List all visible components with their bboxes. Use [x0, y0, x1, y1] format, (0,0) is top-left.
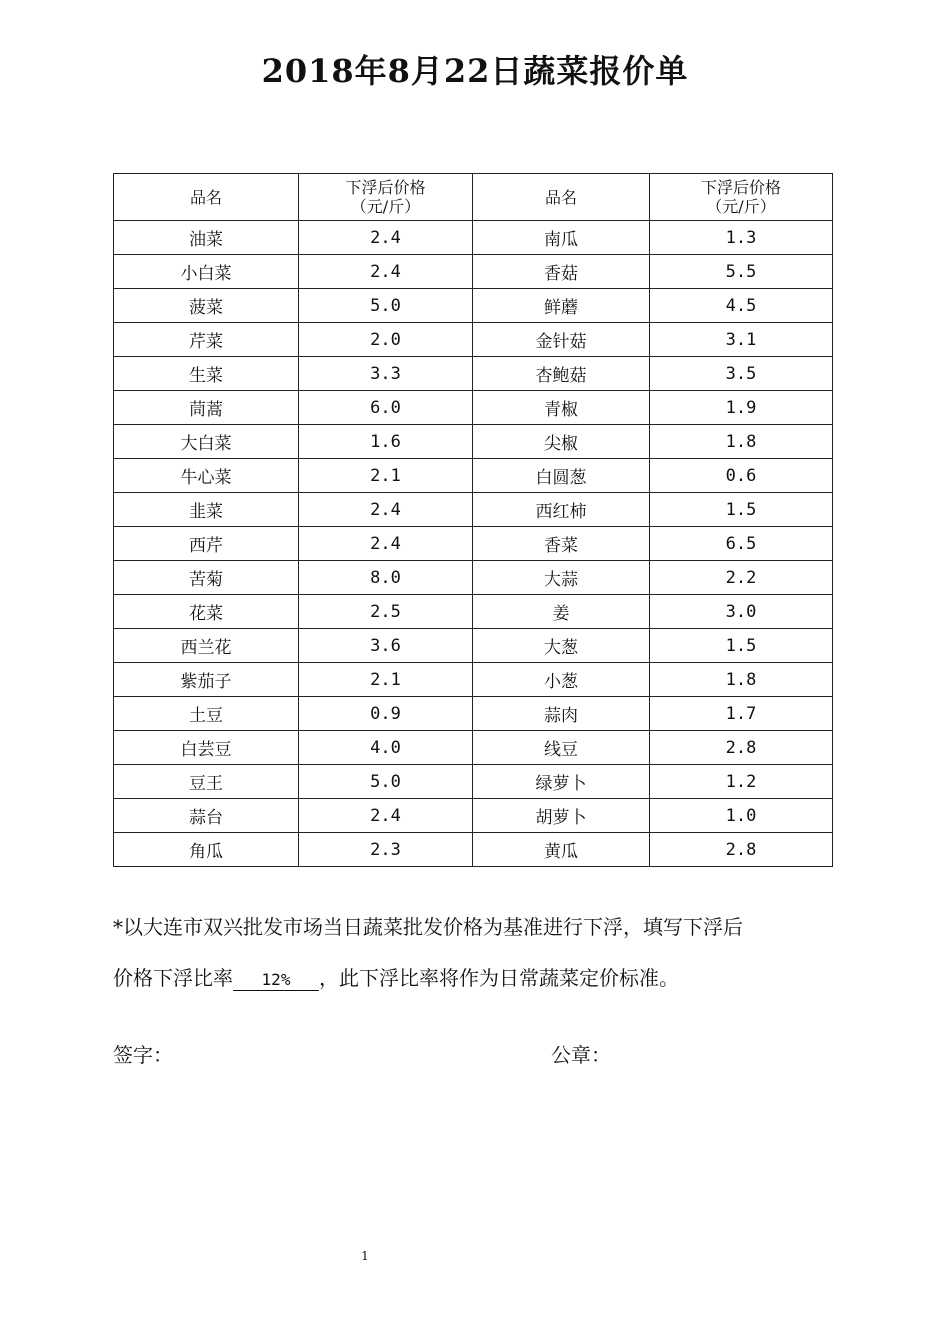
header-price-line2: （元/斤）	[350, 197, 421, 216]
cell-name: 杏鲍菇	[473, 357, 650, 391]
cell-price: 1.0	[650, 799, 833, 833]
header-name-left: 品名	[114, 174, 299, 221]
table-row	[114, 459, 833, 493]
cell-price: 6.0	[299, 391, 473, 425]
cell-price: 0.6	[650, 459, 833, 493]
signature-label: 签字：	[113, 1043, 173, 1067]
cell-price: 4.0	[299, 731, 473, 765]
price-table-body	[114, 221, 833, 867]
cell-name: 油菜	[114, 221, 299, 255]
page-title: 2018年8月22日蔬菜报价单	[261, 52, 689, 90]
cell-price: 1.5	[650, 629, 833, 663]
seal-label: 公章：	[551, 1043, 611, 1067]
cell-name: 牛心菜	[114, 459, 299, 493]
cell-name: 鲜蘑	[473, 289, 650, 323]
cell-name: 芹菜	[114, 323, 299, 357]
table-row	[114, 731, 833, 765]
cell-name: 大蒜	[473, 561, 650, 595]
cell-price: 1.9	[650, 391, 833, 425]
cell-price: 2.4	[299, 527, 473, 561]
table-row	[114, 561, 833, 595]
table-row	[114, 391, 833, 425]
cell-name: 西红柿	[473, 493, 650, 527]
rate-value: 12%	[233, 970, 319, 991]
cell-name: 白圆葱	[473, 459, 650, 493]
note-line-2	[113, 962, 843, 991]
table-header-row	[114, 174, 833, 221]
note-rate-suffix: ，此下浮比率将作为日常蔬菜定价标准。	[319, 966, 679, 990]
table-row	[114, 425, 833, 459]
cell-price: 2.4	[299, 255, 473, 289]
cell-name: 小葱	[473, 663, 650, 697]
cell-price: 4.5	[650, 289, 833, 323]
table-row	[114, 833, 833, 867]
cell-name: 线豆	[473, 731, 650, 765]
cell-price: 2.1	[299, 459, 473, 493]
cell-name: 茼蒿	[114, 391, 299, 425]
cell-name: 香菜	[473, 527, 650, 561]
cell-price: 3.3	[299, 357, 473, 391]
table-row	[114, 221, 833, 255]
cell-price: 8.0	[299, 561, 473, 595]
table-row	[114, 289, 833, 323]
cell-price: 5.5	[650, 255, 833, 289]
table-row	[114, 527, 833, 561]
header-price-line2: （元/斤）	[706, 197, 776, 216]
cell-name: 蒜肉	[473, 697, 650, 731]
cell-name: 金针菇	[473, 323, 650, 357]
cell-name: 紫茄子	[114, 663, 299, 697]
price-table	[113, 173, 833, 867]
table-row	[114, 663, 833, 697]
table-row	[114, 697, 833, 731]
cell-name: 苦菊	[114, 561, 299, 595]
cell-price: 1.5	[650, 493, 833, 527]
header-price-left	[299, 174, 473, 221]
table-row	[114, 595, 833, 629]
cell-price: 2.4	[299, 493, 473, 527]
cell-name: 姜	[473, 595, 650, 629]
cell-name: 花菜	[114, 595, 299, 629]
cell-name: 南瓜	[473, 221, 650, 255]
cell-price: 3.5	[650, 357, 833, 391]
cell-price: 2.4	[299, 221, 473, 255]
cell-price: 5.0	[299, 289, 473, 323]
table-row	[114, 765, 833, 799]
cell-name: 小白菜	[114, 255, 299, 289]
cell-name: 西芹	[114, 527, 299, 561]
cell-price: 2.8	[650, 833, 833, 867]
cell-price: 6.5	[650, 527, 833, 561]
cell-name: 西兰花	[114, 629, 299, 663]
cell-price: 5.0	[299, 765, 473, 799]
cell-price: 2.4	[299, 799, 473, 833]
cell-name: 菠菜	[114, 289, 299, 323]
cell-name: 土豆	[114, 697, 299, 731]
cell-price: 1.6	[299, 425, 473, 459]
cell-price: 3.0	[650, 595, 833, 629]
header-name-right: 品名	[473, 174, 650, 221]
cell-price: 2.3	[299, 833, 473, 867]
cell-price: 2.0	[299, 323, 473, 357]
table-row	[114, 799, 833, 833]
cell-price: 3.6	[299, 629, 473, 663]
table-row	[114, 255, 833, 289]
table-row	[114, 493, 833, 527]
cell-name: 大葱	[473, 629, 650, 663]
cell-name: 香菇	[473, 255, 650, 289]
header-price-right	[650, 174, 833, 221]
cell-name: 生菜	[114, 357, 299, 391]
cell-price: 0.9	[299, 697, 473, 731]
table-row	[114, 629, 833, 663]
header-price-line1: 下浮后价格	[345, 178, 426, 197]
cell-price: 1.8	[650, 663, 833, 697]
cell-price: 2.1	[299, 663, 473, 697]
table-row	[114, 323, 833, 357]
note-line-1: *以大连市双兴批发市场当日蔬菜批发价格为基准进行下浮，填写下浮后	[113, 915, 743, 939]
cell-price: 1.3	[650, 221, 833, 255]
cell-name: 青椒	[473, 391, 650, 425]
cell-name: 角瓜	[114, 833, 299, 867]
note-rate-prefix: 价格下浮比率	[113, 966, 233, 990]
cell-name: 豆王	[114, 765, 299, 799]
cell-price: 2.2	[650, 561, 833, 595]
cell-name: 尖椒	[473, 425, 650, 459]
cell-name: 胡萝卜	[473, 799, 650, 833]
cell-price: 1.7	[650, 697, 833, 731]
cell-name: 韭菜	[114, 493, 299, 527]
cell-price: 3.1	[650, 323, 833, 357]
cell-name: 黄瓜	[473, 833, 650, 867]
cell-name: 大白菜	[114, 425, 299, 459]
cell-name: 白芸豆	[114, 731, 299, 765]
cell-price: 1.8	[650, 425, 833, 459]
cell-price: 1.2	[650, 765, 833, 799]
table-row	[114, 357, 833, 391]
header-price-line1: 下浮后价格	[700, 178, 781, 197]
cell-name: 绿萝卜	[473, 765, 650, 799]
page-number: 1	[361, 1249, 369, 1263]
cell-name: 蒜台	[114, 799, 299, 833]
cell-price: 2.8	[650, 731, 833, 765]
cell-price: 2.5	[299, 595, 473, 629]
